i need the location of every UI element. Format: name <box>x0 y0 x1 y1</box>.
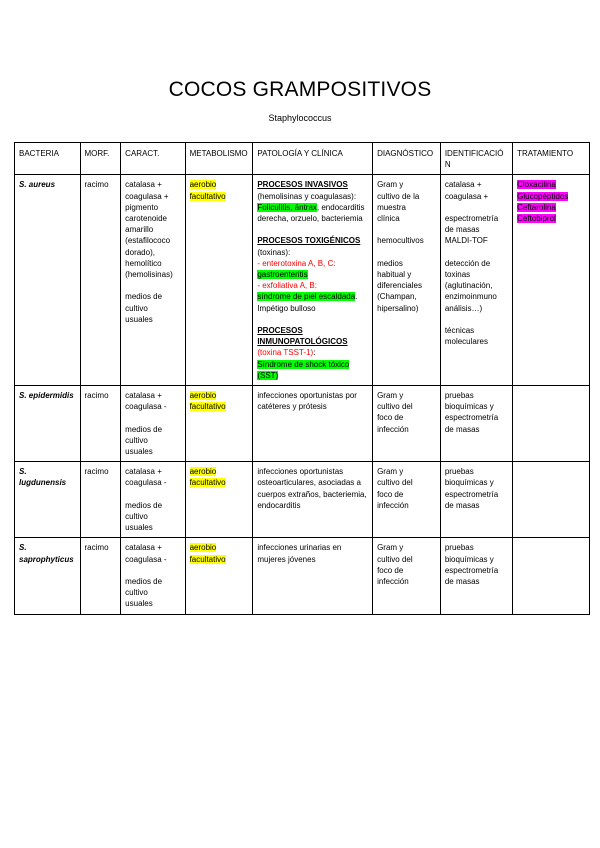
cell-patologia: infecciones urinarias en mujeres jóvenes <box>253 538 373 614</box>
header-tratamiento: TRATAMIENTO <box>513 143 590 175</box>
cell-line: foco de <box>377 565 404 575</box>
header-identificacion: IDENTIFICACIÓN <box>440 143 512 175</box>
scalded-skin-highlight: síndrome de piel escaldada <box>257 292 356 302</box>
cell-line: bioquímicas y <box>444 478 494 488</box>
cell-line: cultivo <box>125 588 148 598</box>
invasive-list <box>257 202 368 224</box>
cell-line: cultivo <box>125 512 148 522</box>
cell-diagnostico <box>373 386 441 462</box>
cell-bacteria <box>15 175 81 386</box>
species-name: S. epidermidis <box>19 391 74 401</box>
cell-line: Ceftobiprol <box>517 214 556 224</box>
metabolism-highlight: aerobio facultativo <box>189 180 226 201</box>
cell-line: coagulasa - <box>125 554 167 564</box>
cell-line: pruebas <box>444 543 474 553</box>
cell-line <box>125 565 180 576</box>
exfoliative-disease <box>257 291 368 313</box>
cell-line: medios de <box>125 500 163 510</box>
table-row <box>15 386 590 462</box>
cell-patologia <box>253 175 373 386</box>
cell-line: Gram y <box>377 180 404 190</box>
cell-identificacion <box>440 462 512 538</box>
sst-highlight: Síndrome de shock tóxico (SST) <box>257 359 350 380</box>
cell-tratamiento <box>513 386 590 462</box>
cell-line: cultivo <box>125 435 148 445</box>
cell-line: Gram y <box>377 467 404 477</box>
cell-line: usuales <box>125 523 153 533</box>
metabolism-highlight: aerobio facultativo <box>189 391 226 412</box>
metabolism-highlight: aerobio facultativo <box>189 543 226 564</box>
cell-line: coagulasa - <box>125 402 167 412</box>
cell-line: enzimoinmuno <box>444 292 497 302</box>
invasive-title: PROCESOS INVASIVOS <box>257 180 348 190</box>
invasive-highlight: Foliculitis, ántrax <box>257 202 317 212</box>
cell-line: espectrometría <box>444 214 499 223</box>
species-name: S. saprophyticus <box>19 543 74 564</box>
cell-line: coagulasa - <box>125 478 167 488</box>
cell-line: coagulasa + <box>444 191 489 201</box>
cell-line: cultivo del <box>377 554 413 564</box>
cell-line: hemocultivos <box>377 236 424 246</box>
header-metabolismo: METABOLISMO <box>185 143 253 175</box>
exfoliative-label: - exfoliativa A, B: <box>257 281 317 291</box>
cell-line: espectrometría <box>444 565 499 575</box>
cell-line: hipersalino) <box>377 303 419 313</box>
table-header-row <box>15 143 590 175</box>
immunopath-title: PROCESOS INMUNOPATOLÓGICOS <box>257 326 348 347</box>
cell-patologia: infecciones oportunistas osteoarticulares, asociadas a cuerpos extraños, bacteriemia, endocarditis <box>253 462 373 538</box>
cell-line: medios de <box>125 577 163 587</box>
cell-line: espectrometría <box>444 489 499 499</box>
cell-line: infección <box>377 424 409 434</box>
cell-line: muestra <box>377 202 406 212</box>
cell-line: MALDI-TOF <box>444 236 488 246</box>
cell-line: clínica <box>377 214 400 224</box>
cell-caract <box>121 538 185 614</box>
cell-line: de masas <box>444 225 480 235</box>
cell-morf: racimo <box>80 538 121 614</box>
table-row <box>15 462 590 538</box>
cell-line: de masas <box>444 577 480 587</box>
page-subtitle: Staphylococcus <box>268 113 332 123</box>
cell-bacteria <box>15 538 81 614</box>
cell-line <box>125 489 180 500</box>
cell-line: Gram y <box>377 543 404 553</box>
cell-line: bioquímicas y <box>444 554 494 564</box>
header-bacteria: BACTERIA <box>15 143 81 175</box>
toxigenic-title: PROCESOS TOXIGÉNICOS <box>257 236 361 246</box>
header-patologia: PATOLOGÍA Y CLÍNICA <box>253 143 373 175</box>
cell-tratamiento <box>513 175 590 386</box>
cell-line: hemolítico <box>125 258 162 268</box>
cell-line: detección de <box>444 258 491 268</box>
table-row <box>15 538 590 614</box>
cell-line: foco de <box>377 413 404 423</box>
cell-metabolismo <box>185 538 253 614</box>
header-morf: MORF. <box>80 143 121 175</box>
cell-line: (hemolisinas) <box>125 270 173 280</box>
cell-metabolismo <box>185 462 253 538</box>
cell-line: diferenciales <box>377 281 422 291</box>
tsst-colon: : <box>313 348 316 358</box>
cell-line: habitual y <box>377 270 412 279</box>
cell-line: espectrometría <box>444 413 499 423</box>
cell-line: Glucopéptidos <box>517 191 569 201</box>
cell-line: medios de <box>125 292 163 302</box>
cell-morf: racimo <box>80 175 121 386</box>
table-row <box>15 175 590 386</box>
metabolism-highlight: aerobio facultativo <box>189 467 226 488</box>
cell-line: cultivo <box>125 303 148 313</box>
cell-line <box>125 280 180 291</box>
cell-line: pruebas <box>444 391 474 401</box>
cell-line <box>445 247 508 258</box>
cell-line <box>377 247 436 258</box>
cell-line: carotenoide <box>125 214 167 224</box>
cell-line: técnicas <box>444 326 475 335</box>
species-name: S. aureus <box>19 180 56 190</box>
cell-diagnostico <box>373 462 441 538</box>
cell-line: infección <box>377 577 409 587</box>
cell-line: (estafilococo <box>125 236 171 246</box>
cell-tratamiento <box>513 538 590 614</box>
cell-patologia: infecciones oportunistas por catéteres y prótesis <box>253 386 373 462</box>
invasive-rest: , endocarditis derecha, orzuelo, bacteriemia <box>257 202 365 224</box>
cell-line: usuales <box>125 447 153 457</box>
cell-line: catalasa + <box>125 180 162 190</box>
cell-tratamiento <box>513 462 590 538</box>
immunopath-toxin <box>257 347 368 358</box>
cell-line: (Champan, <box>377 292 417 302</box>
cell-line: usuales <box>125 599 153 609</box>
tsst-label: (toxina TSST-1) <box>257 348 314 358</box>
cell-bacteria <box>15 386 81 462</box>
cell-line: pruebas <box>444 467 474 477</box>
cell-line: cultivo del <box>377 402 413 412</box>
cell-line: bioquímicas y <box>444 402 494 412</box>
cell-line: usuales <box>125 314 153 324</box>
cell-line: medios de <box>125 424 163 434</box>
header-caract: CARACT. <box>121 143 185 175</box>
cell-caract <box>121 386 185 462</box>
cell-line: infección <box>377 500 409 510</box>
toxigenic-sub: (toxinas): <box>257 247 291 257</box>
cell-line: moleculares <box>444 337 488 347</box>
cell-bacteria <box>15 462 81 538</box>
cell-line: Ceftarolina <box>517 202 556 212</box>
cell-line <box>377 224 436 235</box>
cell-line: cultivo del <box>377 478 413 488</box>
page-title: COCOS GRAMPOSITIVOS <box>168 78 432 101</box>
cell-line: Cloxacilina <box>517 180 556 190</box>
cell-line: catalasa + <box>125 543 162 553</box>
cell-diagnostico <box>373 175 441 386</box>
header-diagnostico: DIAGNÓSTICO <box>373 143 441 175</box>
cell-identificacion <box>440 386 512 462</box>
exfoliative-rest: . Impétigo bulloso <box>257 292 358 313</box>
species-name: S. lugdunensis <box>19 467 67 488</box>
cell-line: Gram y <box>377 391 404 401</box>
cell-line: de masas <box>444 500 480 510</box>
invasive-sub: (hemolisinas y coagulasas): <box>257 191 357 201</box>
cell-metabolismo <box>185 386 253 462</box>
cell-line: cultivo de la <box>377 191 420 201</box>
cell-line: catalasa + <box>444 180 482 190</box>
cell-diagnostico <box>373 538 441 614</box>
cell-metabolismo <box>185 175 253 386</box>
cell-caract <box>121 462 185 538</box>
enterotoxin-disease <box>257 269 368 280</box>
gastroenteritis-highlight: gastroenteritis <box>257 270 308 280</box>
cell-caract <box>121 175 185 386</box>
cell-morf: racimo <box>80 462 121 538</box>
immunopath-disease <box>257 359 368 381</box>
cell-line: coagulasa + <box>125 191 169 201</box>
cell-line: catalasa + <box>125 467 162 477</box>
cell-line: dorado), <box>125 247 155 257</box>
staphylococcus-table <box>14 142 590 615</box>
cell-line: análisis…) <box>444 303 483 313</box>
cell-line <box>445 202 508 213</box>
cell-line: foco de <box>377 489 404 499</box>
enterotoxin-label: - enterotoxina A, B, C: <box>257 258 336 268</box>
cell-identificacion <box>440 538 512 614</box>
cell-line: amarillo <box>125 225 154 235</box>
cell-line: pigmento <box>125 202 159 212</box>
cell-line <box>125 412 180 423</box>
cell-morf: racimo <box>80 386 121 462</box>
cell-line: de masas <box>444 424 480 434</box>
cell-line <box>445 314 508 325</box>
cell-identificacion <box>440 175 512 386</box>
cell-line: (aglutinación, <box>444 281 493 291</box>
cell-line: medios <box>377 258 403 268</box>
cell-line: toxinas <box>444 270 471 279</box>
cell-line: catalasa + <box>125 391 162 401</box>
